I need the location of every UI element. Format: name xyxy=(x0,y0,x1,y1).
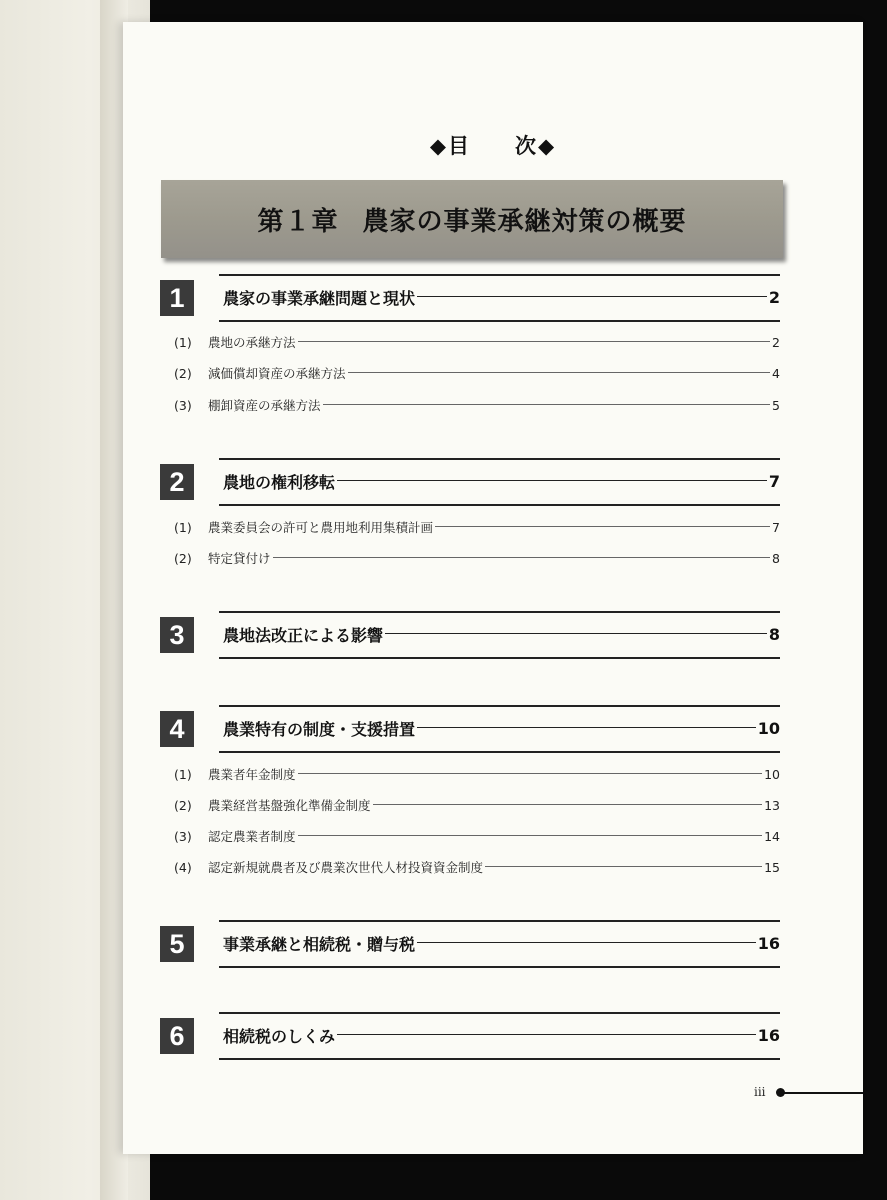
subitem-number: (1) xyxy=(174,519,192,535)
section-page: 16 xyxy=(757,1026,780,1045)
section-page: 8 xyxy=(768,625,780,644)
subitem-number: (1) xyxy=(174,334,192,350)
subitem-number: (2) xyxy=(174,365,192,381)
toc-subitem[interactable] xyxy=(174,765,780,783)
toc-heading: ◆目 次◆ xyxy=(429,134,557,158)
section-title: 農地法改正による影響 xyxy=(223,626,384,645)
subitem-number: (2) xyxy=(174,550,192,566)
section-title: 農地の権利移転 xyxy=(223,473,336,492)
toc-subitem[interactable] xyxy=(174,333,780,351)
subitem-number: (2) xyxy=(174,797,192,813)
subitem-title: 農地の承継方法 xyxy=(208,335,296,350)
toc-subitem[interactable] xyxy=(174,396,780,414)
subitem-page: 14 xyxy=(764,828,780,844)
subitem-title: 棚卸資産の承継方法 xyxy=(208,398,321,413)
subitem-number: (3) xyxy=(174,828,192,844)
subitem-title: 農業経営基盤強化準備金制度 xyxy=(208,798,371,813)
chapter-number: 第１章 xyxy=(257,206,339,237)
subitem-page: 10 xyxy=(764,766,780,782)
subitem-number: (3) xyxy=(174,397,192,413)
subitem-page: 8 xyxy=(772,550,780,566)
subitem-title: 農業者年金制度 xyxy=(208,767,296,782)
section-title: 事業承継と相続税・贈与税 xyxy=(223,935,416,954)
section-number: 5 xyxy=(160,926,194,962)
subitem-title: 特定貸付け xyxy=(208,551,271,566)
section-number: 2 xyxy=(160,464,194,500)
subitem-page: 13 xyxy=(764,797,780,813)
section-title: 農家の事業承継問題と現状 xyxy=(223,289,416,308)
subitem-title: 認定新規就農者及び農業次世代人材投資資金制度 xyxy=(208,860,484,875)
page-folio: iii xyxy=(754,1085,766,1099)
toc-subitem[interactable] xyxy=(174,364,780,382)
section-title: 農業特有の制度・支援措置 xyxy=(223,720,416,739)
section-page: 10 xyxy=(757,719,780,738)
subitem-page: 15 xyxy=(764,859,780,875)
subitem-page: 2 xyxy=(772,334,780,350)
toc-subitem[interactable] xyxy=(174,549,780,567)
chapter-title: 農家の事業承継対策の概要 xyxy=(362,206,687,237)
section-page: 16 xyxy=(757,934,780,953)
subitem-page: 7 xyxy=(772,519,780,535)
section-number: 4 xyxy=(160,711,194,747)
toc-subitem[interactable] xyxy=(174,858,780,876)
section-page: 2 xyxy=(768,288,780,307)
toc-subitem[interactable] xyxy=(174,518,780,536)
section-number: 6 xyxy=(160,1018,194,1054)
section-page: 7 xyxy=(768,472,780,491)
chapter-banner xyxy=(161,180,783,258)
folio-rule xyxy=(783,1092,863,1094)
toc-subitem[interactable] xyxy=(174,796,780,814)
leader-line xyxy=(417,296,767,297)
subitem-number: (4) xyxy=(174,859,192,875)
section-number: 1 xyxy=(160,280,194,316)
subitem-page: 4 xyxy=(772,365,780,381)
subitem-title: 認定農業者制度 xyxy=(208,829,296,844)
subitem-number: (1) xyxy=(174,766,192,782)
toc-subitem[interactable] xyxy=(174,827,780,845)
subitem-title: 減価償却資産の承継方法 xyxy=(208,366,346,381)
section-number: 3 xyxy=(160,617,194,653)
section-title: 相続税のしくみ xyxy=(223,1027,336,1046)
subitem-page: 5 xyxy=(772,397,780,413)
subitem-title: 農業委員会の許可と農用地利用集積計画 xyxy=(208,520,434,535)
toc-page xyxy=(123,22,863,1154)
